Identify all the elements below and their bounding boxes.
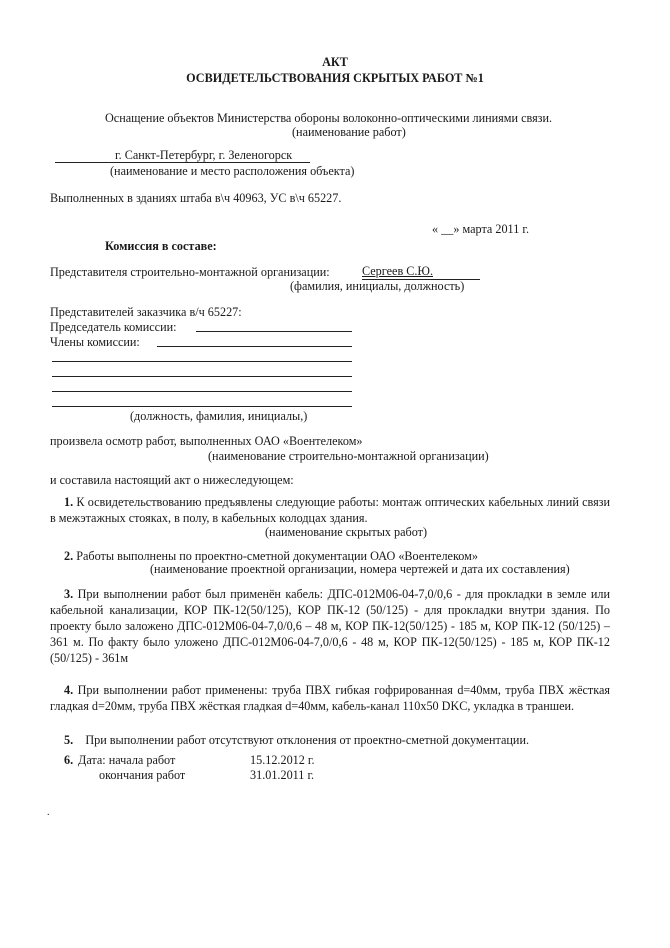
members-caption: (должность, фамилия, инициалы,) [130, 409, 308, 423]
end-label: окончания работ [99, 768, 186, 782]
location-underline [55, 162, 310, 163]
member-line-5 [52, 406, 352, 407]
item-2-caption: (наименование проектной организации, номера чертежей и дата их составления) [150, 562, 570, 576]
document-title: АКТ [322, 55, 348, 69]
start-date: 15.12.2012 г. [250, 753, 315, 767]
chairman-line [196, 331, 352, 332]
item-1: 1. К освидетельствованию предъявлены следующие работы: монтаж оптических кабельных линий связи в межэтажных стояках, в полу, в кабельных колодцах здания. [50, 495, 611, 525]
chairman-label: Председатель комиссии: [50, 320, 177, 334]
item-2: 2. Работы выполнены по проектно-сметной документации ОАО «Воентелеком» [64, 549, 478, 563]
member-line-2 [52, 361, 352, 362]
item-5: 5. При выполнении работ отсутствуют отклонения от проектно-сметной документации. [64, 733, 530, 747]
contractor-label: Представителя строительно-монтажной организации: [50, 265, 330, 279]
dates-num: 6. [64, 753, 74, 767]
end-date: 31.01.2011 г. [250, 768, 315, 782]
customer-label: Представителей заказчика в/ч 65227: [50, 305, 242, 319]
compiled-text: и составила настоящий акт о нижеследующем: [50, 473, 294, 487]
members-label: Члены комиссии: [50, 335, 140, 349]
work-name: Оснащение объектов Министерства обороны волоконно-оптическими линиями связи. [105, 111, 553, 125]
buildings-text: Выполненных в зданиях штаба в\ч 40963, УС в\ч 65227. [50, 191, 342, 205]
act-date: « __» марта 2011 г. [432, 222, 530, 236]
member-line-3 [52, 376, 352, 377]
document-subtitle: ОСВИДЕТЕЛЬСТВОВАНИЯ СКРЫТЫХ РАБОТ №1 [186, 71, 484, 85]
stray-mark: . [47, 807, 50, 818]
member-line-4 [52, 391, 352, 392]
member-line-1 [157, 346, 352, 347]
item-4: 4. При выполнении работ применены: труба ПВХ гибкая гофрированная d=40мм, труба ПВХ жёсткая гладкая d=20мм, труба ПВХ жёсткая гладкая d=40мм, кабель-канал 110х50 DKC, укладка в траншеи. [50, 683, 611, 713]
item-3: 3. При выполнении работ был применён кабель: ДПС-012М06-04-7,0/0,6 - для прокладки в земле или кабельной канализации, КОР ПК-12(50/125), КОР ПК-12 (50/125) - для прокладки внутри здания. По проекту было заложено ДПС-012М06-04-7,0/0,6 – 48 м, КОР ПК-12(50/125) - 185 м, КОР ПК-12 (50/125) – 361 м. По факту было уложено ДПС-012М06-04-7,0/0,6 - 48 м, КОР ПК-12(50/125) - 185 м, КОР ПК-12 (50/125) - 361м [50, 587, 610, 665]
performed-by-text: произвела осмотр работ, выполненных ОАО «Воентелеком» [50, 434, 363, 448]
contractor-caption: (фамилия, инициалы, должность) [290, 279, 465, 293]
work-name-caption: (наименование работ) [292, 125, 406, 139]
contractor-name: Сергеев С.Ю. [362, 264, 433, 278]
item-1-caption: (наименование скрытых работ) [265, 525, 428, 539]
commission-heading: Комиссия в составе: [105, 239, 217, 253]
location-text: г. Санкт-Петербург, г. Зеленогорск [115, 148, 293, 162]
start-label: Дата: начала работ [78, 753, 176, 767]
location-caption: (наименование и место расположения объекта) [110, 164, 355, 178]
performed-by-caption: (наименование строительно-монтажной организации) [208, 449, 489, 463]
